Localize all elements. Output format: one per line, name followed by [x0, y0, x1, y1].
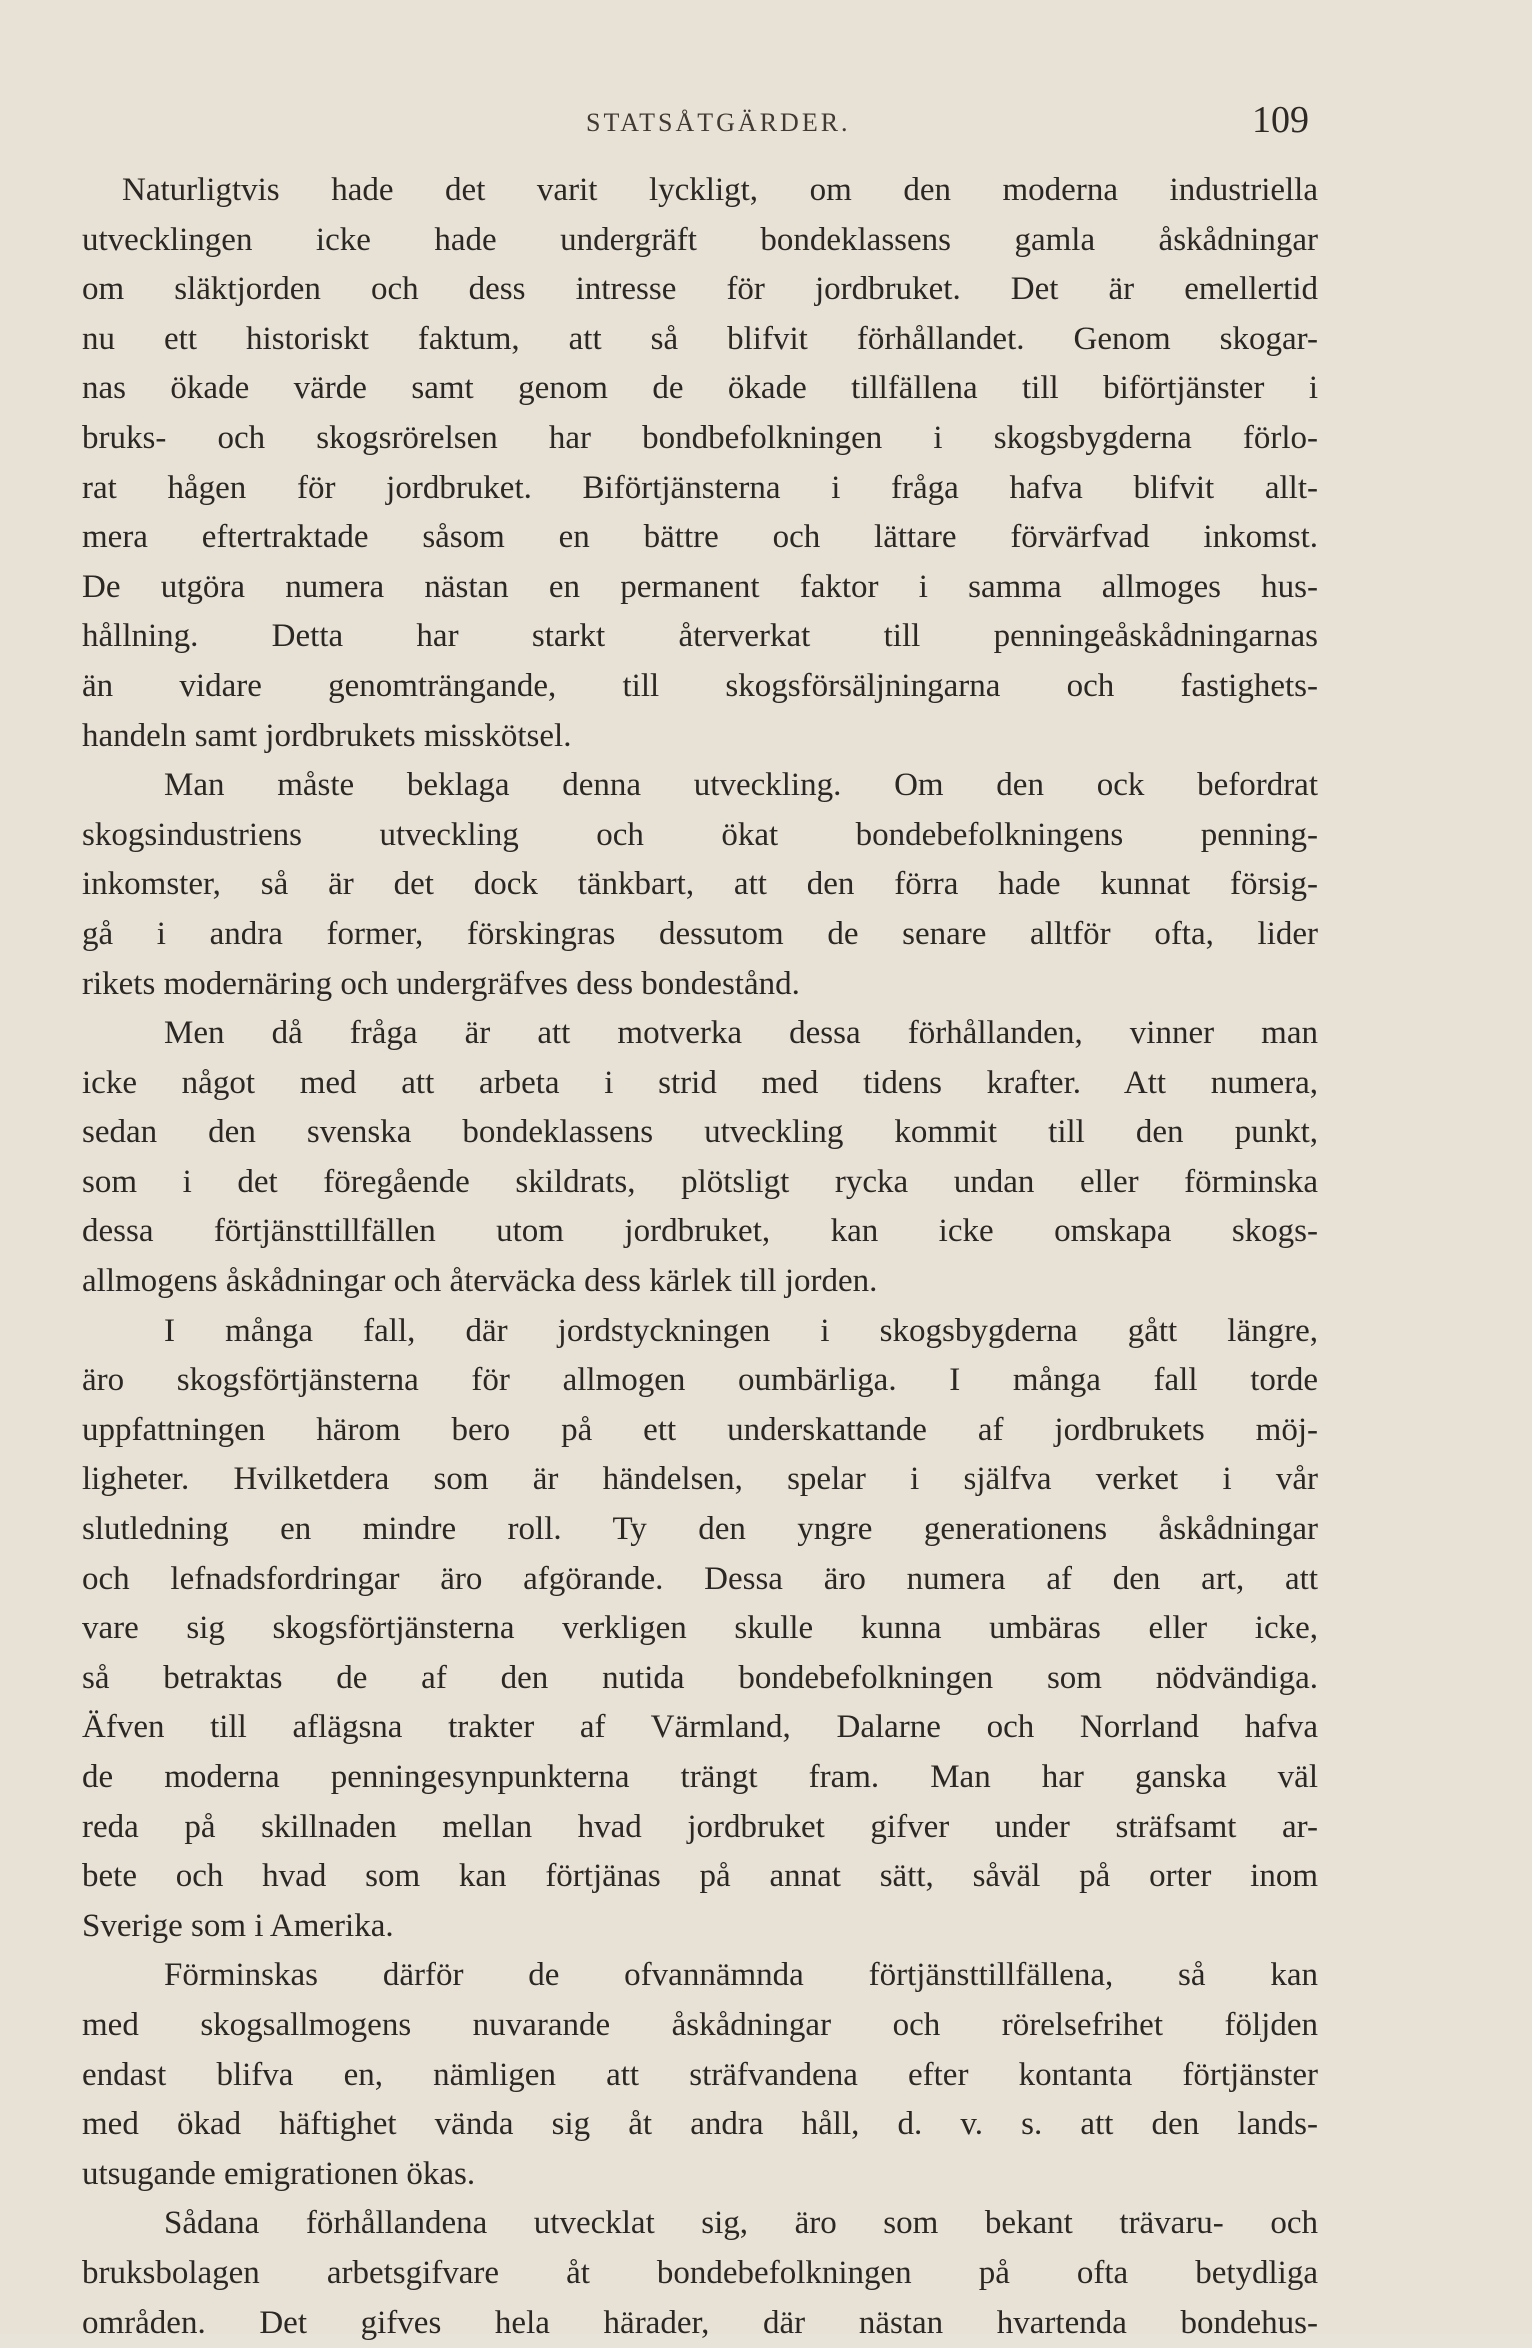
- text-line: mera eftertraktade såsom en bättre och lättare förvärfvad inkomst.: [82, 519, 1318, 556]
- text-line: som i det föregående skildrats, plötsligt rycka undan eller förminska: [82, 1163, 1318, 1200]
- text-line: bruks- och skogsrörelsen har bondbefolkningen i skogsbygderna förlo-: [82, 419, 1318, 456]
- text-line: Sådana förhållandena utvecklat sig, äro som bekant trävaru- och: [164, 2205, 1318, 2242]
- text-line: med ökad häftighet vända sig åt andra håll, d. v. s. att den lands-: [82, 2106, 1318, 2143]
- text-line: Men då fråga är att motverka dessa förhållanden, vinner man: [164, 1015, 1318, 1052]
- text-line: icke något med att arbeta i strid med tidens krafter. Att numera,: [82, 1064, 1318, 1101]
- text-line: vare sig skogsförtjänsterna verkligen skulle kunna umbäras eller icke,: [82, 1610, 1318, 1647]
- text-line: Man måste beklaga denna utveckling. Om den ock befordrat: [164, 767, 1318, 804]
- text-line: än vidare genomträngande, till skogsförsäljningarna och fastighets-: [82, 667, 1318, 704]
- text-line: gå i andra former, förskingras dessutom de senare alltför ofta, lider: [82, 915, 1318, 952]
- text-line: I många fall, där jordstyckningen i skogsbygderna gått längre,: [164, 1312, 1318, 1349]
- text-line: De utgöra numera nästan en permanent faktor i samma allmoges hus-: [82, 568, 1318, 605]
- text-line: skogsindustriens utveckling och ökat bondebefolkningens penning-: [82, 816, 1318, 853]
- text-line: endast blifva en, nämligen att sträfvandena efter kontanta förtjänster: [82, 2056, 1318, 2093]
- text-line: bruksbolagen arbetsgifvare åt bondebefolkningen på ofta betydliga: [82, 2254, 1318, 2291]
- text-line: handeln samt jordbrukets misskötsel.: [82, 717, 572, 754]
- text-line: om släktjorden och dess intresse för jordbruket. Det är emellertid: [82, 271, 1318, 308]
- running-head: [0, 96, 1532, 146]
- text-line: sedan den svenska bondeklassens utveckling kommit till den punkt,: [82, 1114, 1318, 1151]
- page-number: 109: [1252, 99, 1309, 141]
- text-line: rikets modernäring och undergräfves dess bondestånd.: [82, 965, 800, 1002]
- text-line: rat hågen för jordbruket. Biförtjänsterna i fråga hafva blifvit allt-: [82, 469, 1318, 506]
- running-title: STATSÅTGÄRDER.: [586, 108, 851, 137]
- text-line: nas ökade värde samt genom de ökade tillfällena till biförtjänster i: [82, 370, 1318, 407]
- text-line: slutledning en mindre roll. Ty den yngre generationens åskådningar: [82, 1511, 1318, 1548]
- text-line: hållning. Detta har starkt återverkat till penningeåskådningarnas: [82, 618, 1318, 655]
- text-line: reda på skillnaden mellan hvad jordbruket gifver under sträfsamt ar-: [82, 1808, 1318, 1845]
- text-line: bete och hvad som kan förtjänas på annat sätt, såväl på orter inom: [82, 1858, 1318, 1895]
- text-line: inkomster, så är det dock tänkbart, att den förra hade kunnat försig-: [82, 866, 1318, 903]
- text-line: allmogens åskådningar och återväcka dess kärlek till jorden.: [82, 1263, 878, 1300]
- text-line: Äfven till aflägsna trakter af Värmland, Dalarne och Norrland hafva: [82, 1709, 1318, 1746]
- body-text: [36, 166, 1336, 2348]
- text-line: så betraktas de af den nutida bondebefolkningen som nödvändiga.: [82, 1659, 1318, 1696]
- text-line: dessa förtjänsttillfällen utom jordbruket, kan icke omskapa skogs-: [82, 1213, 1318, 1250]
- text-line: och lefnadsfordringar äro afgörande. Dessa äro numera af den art, att: [82, 1560, 1318, 1597]
- text-line: områden. Det gifves hela härader, där nästan hvartenda bondehus-: [82, 2304, 1318, 2341]
- text-line: Sverige som i Amerika.: [82, 1907, 394, 1944]
- text-line: utsugande emigrationen ökas.: [82, 2155, 476, 2192]
- text-line: ligheter. Hvilketdera som är händelsen, spelar i själfva verket i vår: [82, 1461, 1318, 1498]
- text-line: Naturligtvis hade det varit lyckligt, om den moderna industriella: [122, 172, 1318, 208]
- text-line: med skogsallmogens nuvarande åskådningar och rörelsefrihet följden: [82, 2006, 1318, 2043]
- text-line: uppfattningen härom bero på ett underskattande af jordbrukets möj-: [82, 1411, 1318, 1448]
- text-line: utvecklingen icke hade undergräft bondeklassens gamla åskådningar: [82, 221, 1318, 258]
- text-line: Förminskas därför de ofvannämnda förtjänsttillfällena, så kan: [164, 1957, 1318, 1994]
- text-line: äro skogsförtjänsterna för allmogen oumbärliga. I många fall torde: [82, 1362, 1318, 1399]
- text-line: nu ett historiskt faktum, att så blifvit förhållandet. Genom skogar-: [82, 320, 1318, 357]
- text-line: de moderna penningesynpunkterna trängt fram. Man har ganska väl: [82, 1759, 1318, 1795]
